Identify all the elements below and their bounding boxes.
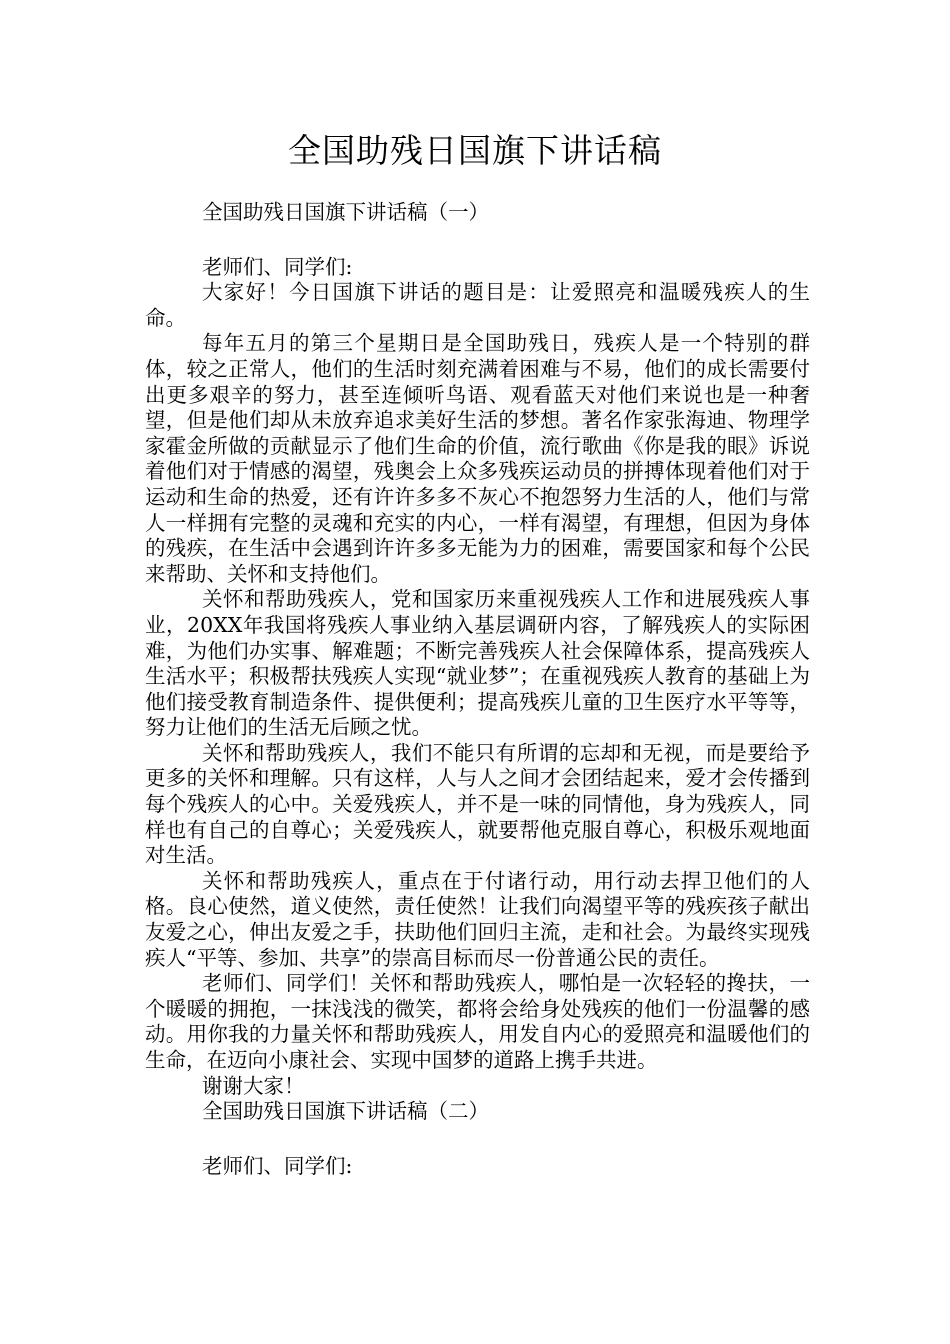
paragraph-greeting: 大家好！今日国旗下讲话的题目是：让爱照亮和温暖残疾人的生命。 [145,280,810,330]
blank-line [145,226,810,255]
section-2-salutation: 老师们、同学们: [202,1153,353,1178]
blank-line [145,1125,810,1154]
section-1-heading: 全国助残日国旗下讲话稿（一） [202,200,489,224]
document-title: 全国助残日国旗下讲话稿 [288,131,662,170]
paragraph-state-support: 关怀和帮助残疾人，党和国家历来重视残疾人工作和进展残疾人事业，20XX年我国将残疾人事业纳入基层调研内容，了解残疾人的实际困难，为他们办实事、解难题；不断完善残疾人社会保障体系，提高残疾人生活水平；积极帮扶残疾人实现“就业梦”；在重视残疾人教育的基础上为他们接受教育制造条件、提供便利；提高残疾儿童的卫生医疗水平等等，努力让他们的生活无后顾之忧。 [145,587,810,740]
paragraph-understanding: 关怀和帮助残疾人，我们不能只有所谓的忘却和无视，而是要给予更多的关怀和理解。只有这样，人与人之间才会团结起来，爱才会传播到每个残疾人的心中。关爱残疾人，并不是一味的同情他，身为残疾人，同样也有自己的自尊心；关爱残疾人，就要帮他克服自尊心，积极乐观地面对生活。 [145,740,810,868]
paragraph-action: 关怀和帮助残疾人，重点在于付诸行动，用行动去捍卫他们的人格。良心使然，道义使然，责任使然！让我们向渴望平等的残疾孩子献出友爱之心，伸出友爱之手，扶助他们回归主流，走和社会。为最终实现残疾人“平等、参加、共享”的崇高目标而尽一份普通公民的责任。 [145,868,810,970]
section-1-salutation: 老师们、同学们: [202,254,353,279]
paragraph-thanks: 谢谢大家！ [202,1073,305,1098]
section-2-heading: 全国助残日国旗下讲话稿（二） [202,1099,489,1124]
paragraph-conclusion: 老师们、同学们！关怀和帮助残疾人，哪怕是一次轻轻的搀扶，一个暖暖的拥抱，一抹浅浅的微笑，都将会给身处残疾的他们一份温馨的感动。用你我的力量关怀和帮助残疾人，用发自内心的爱照亮和温暖他们的生命，在迈向小康社会、实现中国梦的道路上携手共进。 [145,971,810,1072]
paragraph-introduction: 每年五月的第三个星期日是全国助残日，残疾人是一个特别的群体，较之正常人，他们的生活时刻充满着困难与不易，他们的成长需要付出更多艰辛的努力，甚至连倾听鸟语、观看蓝天对他们来说也是一种奢望，但是他们却从未放弃追求美好生活的梦想。著名作家张海迪、物理学家霍金所做的贡献显示了他们生命的价值，流行歌曲《你是我的眼》诉说着他们对于情感的渴望，残奥会上众多残疾运动员的拼搏体现着他们对于运动和生命的热爱，还有许许多多不灰心不抱怨努力生活的人，他们与常人一样拥有完整的灵魂和充实的内心，一样有渴望，有理想，但因为身体的残疾，在生活中会遇到许许多多无能为力的困难，需要国家和每个公民来帮助、关怀和支持他们。 [145,331,810,586]
document-body [145,200,810,1179]
